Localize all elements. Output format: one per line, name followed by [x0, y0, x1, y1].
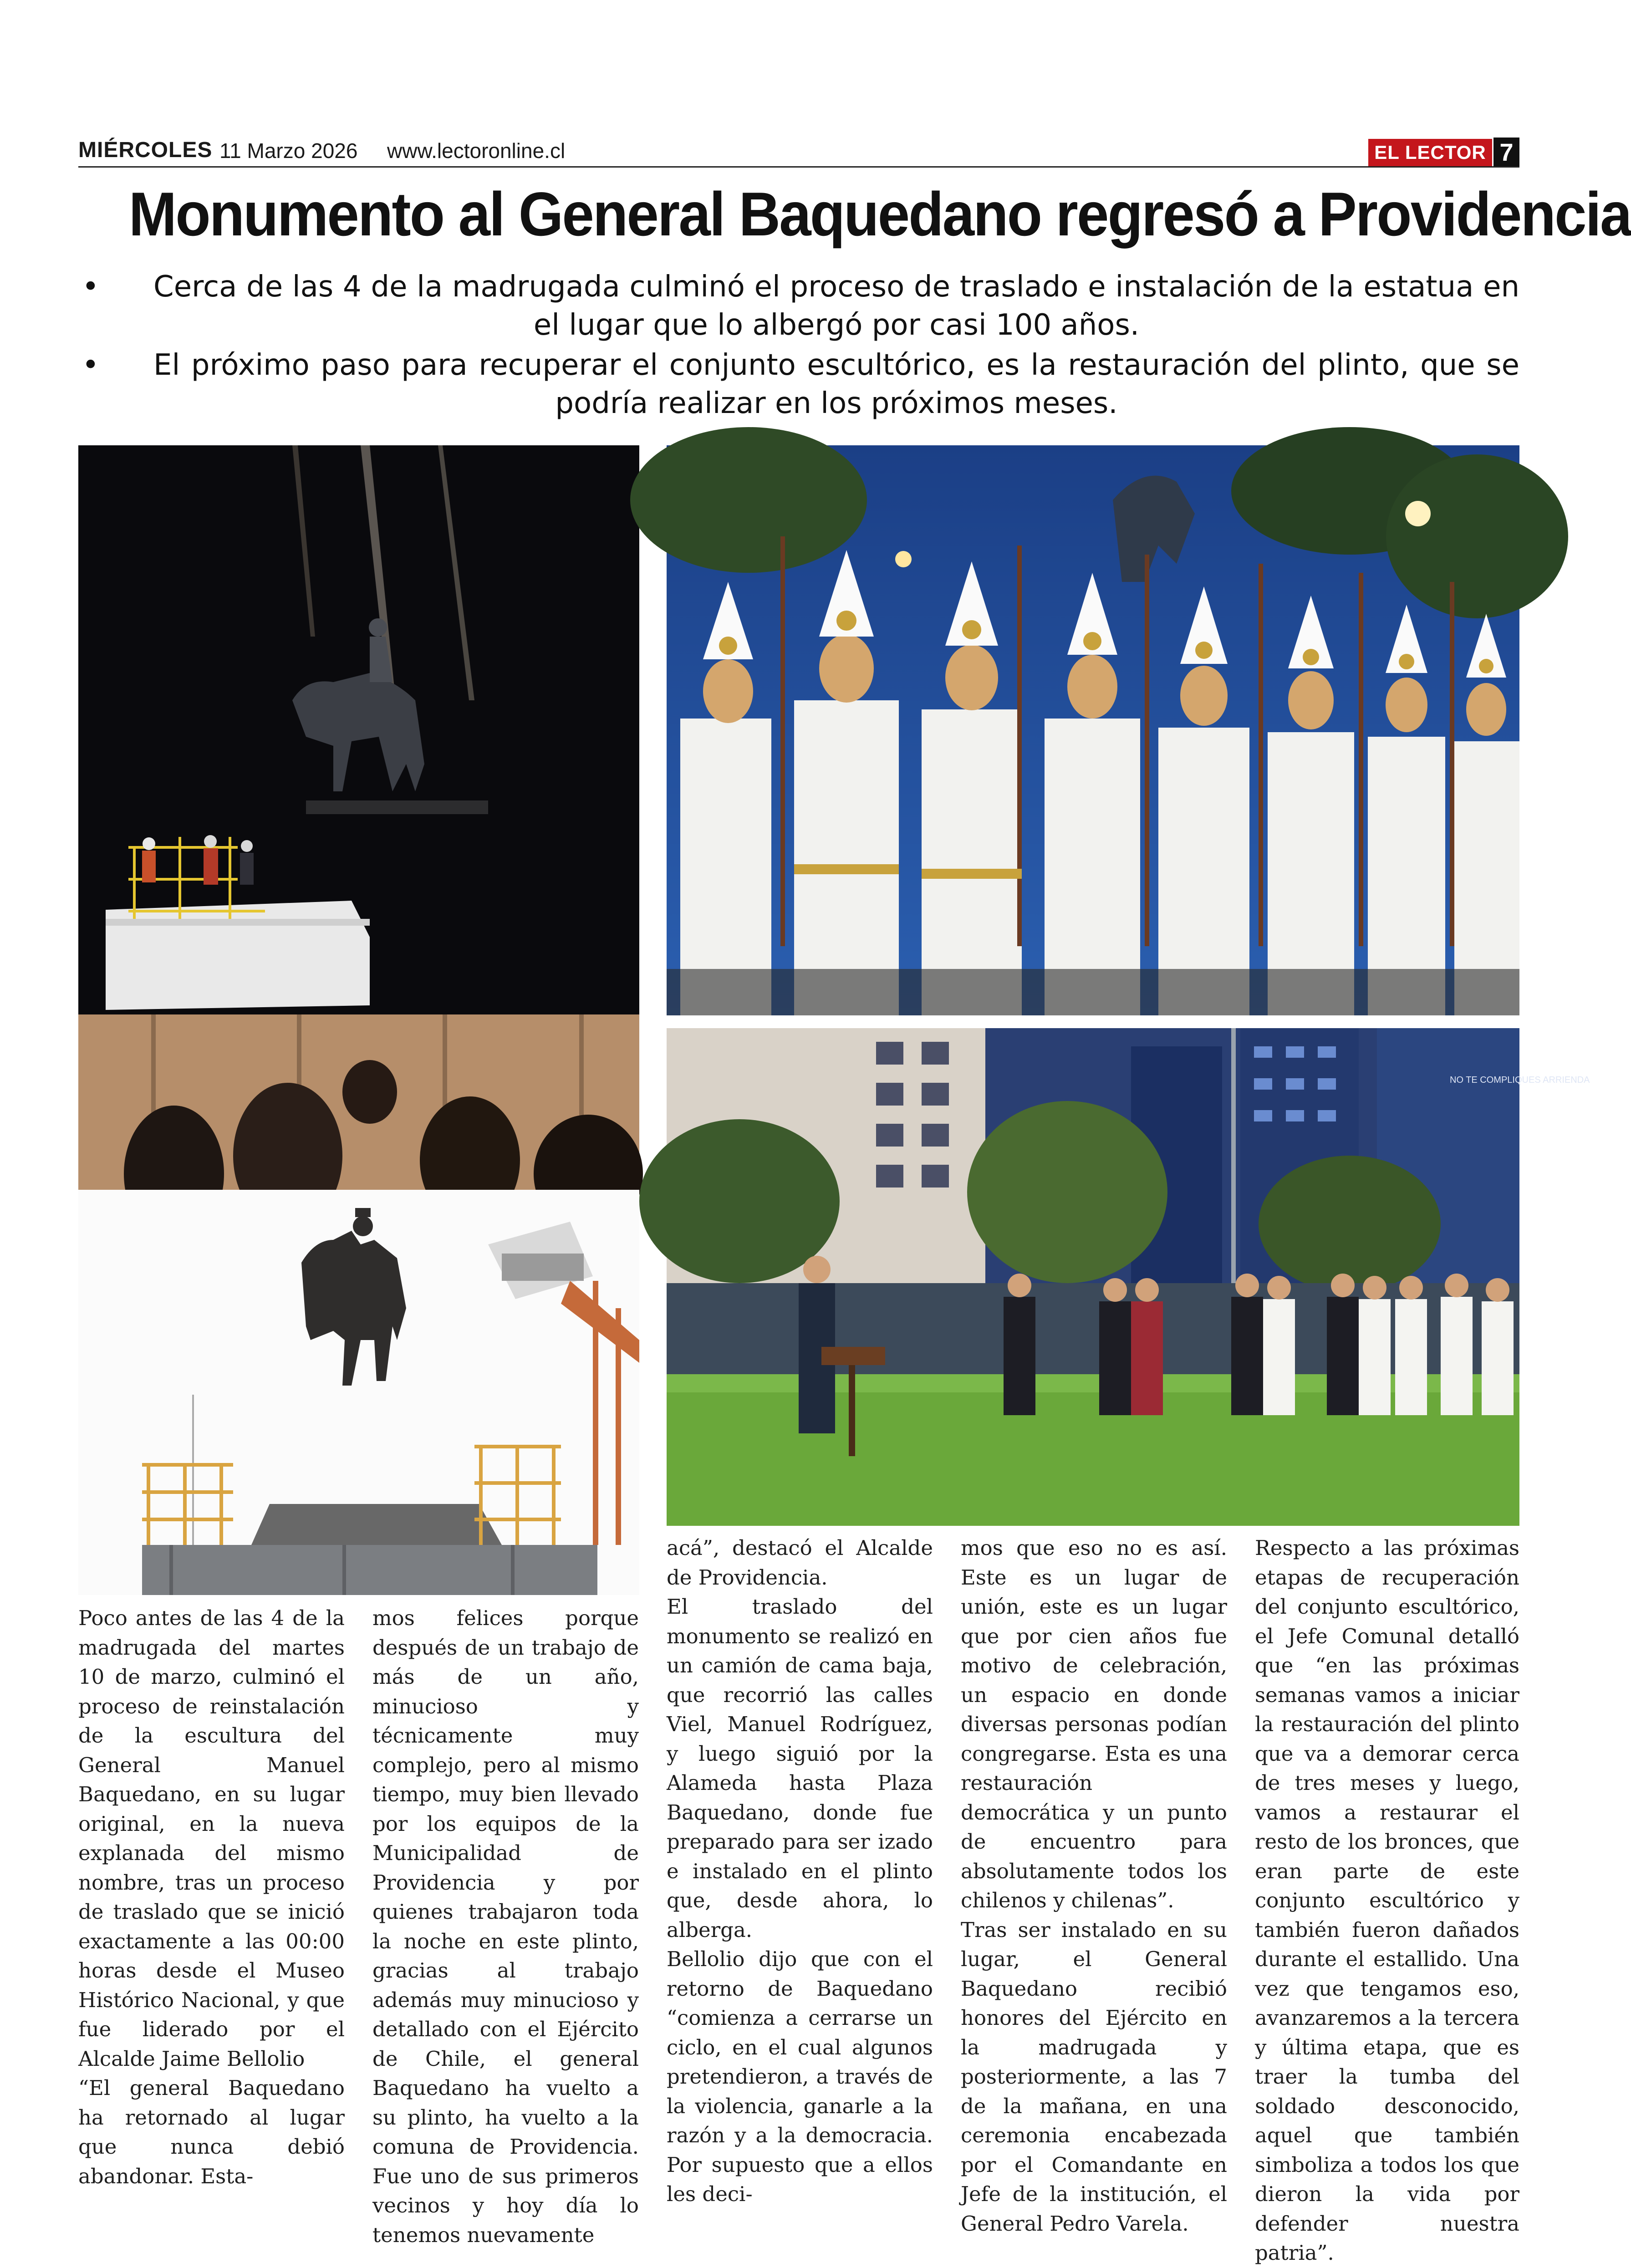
- article-column-1: [78, 1604, 345, 2191]
- night-installation-image: [78, 445, 639, 1190]
- photo-statue-scaffolding: [78, 1190, 639, 1595]
- column-5-paragraph-1: Respecto a las próximas etapas de recuperación del conjunto escultórico, el Jefe Comunal detalló que “en las próximas semanas vamos a iniciar la restauración del plinto que va a demorar cerca de tres meses y luego, vamos a restaurar el resto de los bronces, que eran parte de este conjunto escultórico y también fueron dañados durante el estallido. Una vez que tengamos eso, avanzaremos a la tercera y última etapa, que es traer la tumba del soldado desconocido, aquel que también simboliza a todos los que dieron la vida por defender nuestra patria”.: [1255, 1536, 1519, 2265]
- bullet-1-text: Cerca de las 4 de la madrugada culminó el proceso de traslado e instalación de la estatua en el lugar que lo albergó por casi 100 años.: [153, 270, 1519, 342]
- header-date: 11 Marzo 2026: [219, 139, 358, 163]
- article-column-4: [961, 1534, 1227, 2238]
- column-3-paragraph-1: acá”, destacó el Alcalde de Providencia.: [667, 1536, 933, 1590]
- article-column-5: [1255, 1534, 1519, 2268]
- bullet-dot: •: [82, 348, 99, 382]
- bullet-2: [78, 346, 1519, 423]
- column-2-paragraph-1: mos felices porque después de un trabajo de más de un año, minucioso y técnicamente muy complejo, pero al mismo tiempo, muy bien llevado por los equipos de la Municipalidad de Providencia y por quienes trabajaron toda la noche en este plinto, gracias al trabajo además muy minucioso y detallado con el Ejército de Chile, el general Baquedano ha vuelto a su plinto, ha vuelto a la comuna de Providencia. Fue uno de sus primeros vecinos y hoy día lo tenemos nuevamente: [372, 1606, 639, 2247]
- el-lector-logo: EL LECTOR: [1368, 139, 1492, 166]
- column-3-paragraph-2: El traslado del monumento se realizó en un camión de cama baja, que recorrió las calles Viel, Manuel Rodríguez, y luego siguió por la Alameda hasta Plaza Baquedano, donde fue preparado para ser izado e instalado en el plinto que, desde ahora, lo alberga.: [667, 1595, 933, 1942]
- bullet-2-text: El próximo paso para recuperar el conjunto escultórico, es la restauración del plinto, que se podría realizar en los próximos meses.: [153, 348, 1519, 420]
- page-number: 7: [1493, 138, 1519, 168]
- photo-ceremony: [667, 1028, 1590, 1526]
- article-column-3: [667, 1534, 933, 2209]
- header-day: MIÉRCOLES: [78, 138, 213, 162]
- column-4-paragraph-1: mos que eso no es así. Este es un lugar de unión, este es un lugar que por cien años fue motivo de celebración, un espacio en donde diversas personas podían congregarse. Esta es una restauración democrática y un punto de encuentro para absolutamente todos los chilenos y chilenas”.: [961, 1536, 1227, 1912]
- photo-night-installation: [78, 445, 639, 1190]
- header-divider: [78, 166, 1519, 168]
- header-url[interactable]: www.lectoronline.cl: [387, 139, 566, 163]
- article-headline: Monumento al General Baquedano regresó a Providencia: [128, 179, 1631, 249]
- bullet-dot: •: [82, 270, 99, 304]
- column-4-paragraph-2: Tras ser instalado en su lugar, el General Baquedano recibió honores del Ejército en la madrugada y posteriormente, a las 7 de la mañana, en una ceremonia encabezada por el Comandante en Jefe de la institución, el General Pedro Varela.: [961, 1917, 1227, 2236]
- statue-scaffolding-image: [78, 1190, 639, 1595]
- ceremony-image: [667, 1028, 1590, 1526]
- column-1-paragraph-1: Poco antes de las 4 de la madrugada del martes 10 de marzo, culminó el proceso de reinstalación de la escultura del General Manuel Baquedano, en su lugar original, en la nueva explanada del mismo nombre, tras un proceso de traslado que se inició exactamente a las 00:00 horas desde el Museo Histórico Nacional, y que fue liderado por el Alcalde Jaime Bellolio: [78, 1606, 345, 2071]
- tower-sign-text: NO TE COMPLIQUES ARRIENDA: [1450, 1075, 1590, 1085]
- column-1-paragraph-2: “El general Baquedano ha retornado al lugar que nunca debió abandonar. Esta-: [78, 2076, 345, 2188]
- article-column-2: [372, 1604, 639, 2250]
- column-3-paragraph-3: Bellolio dijo que con el retorno de Baquedano “comienza a cerrarse un ciclo, en el cual algunos pretendieron, a través de la violencia, ganarle a la razón y a la democracia. Por supuesto que a ellos les deci-: [667, 1947, 933, 2206]
- bullet-1: [78, 268, 1519, 344]
- photo-honor-guard: [667, 445, 1519, 1015]
- honor-guard-image: [667, 445, 1519, 1015]
